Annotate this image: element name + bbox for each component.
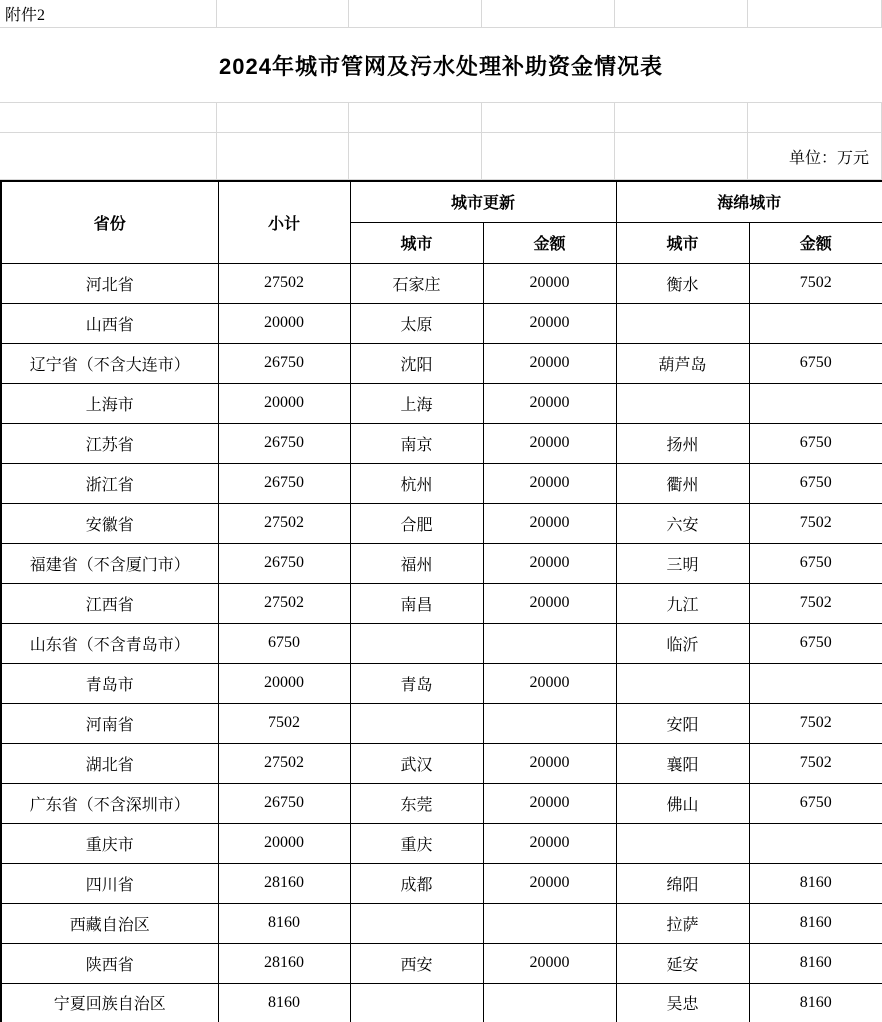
table-row — [1, 703, 882, 743]
cell-sponge-city: 扬州 — [616, 423, 749, 463]
cell-province: 江西省 — [1, 583, 218, 623]
cell-renewal-amount — [483, 983, 616, 1022]
cell-renewal-city: 上海 — [350, 383, 483, 423]
cell-subtotal: 20000 — [218, 383, 350, 423]
cell-sponge-amount: 8160 — [749, 903, 882, 943]
cell-renewal-amount: 20000 — [483, 663, 616, 703]
header-urban-renewal-group: 城市更新 — [350, 181, 616, 222]
table-row — [1, 423, 882, 463]
cell-renewal-amount: 20000 — [483, 863, 616, 903]
cell-renewal-city: 沈阳 — [350, 343, 483, 383]
cell-subtotal: 27502 — [218, 263, 350, 303]
table-row — [1, 943, 882, 983]
cell-renewal-city: 合肥 — [350, 503, 483, 543]
cell-sponge-city: 拉萨 — [616, 903, 749, 943]
cell-sponge-amount: 7502 — [749, 263, 882, 303]
table-row — [1, 743, 882, 783]
cell-renewal-amount: 20000 — [483, 503, 616, 543]
cell-renewal-amount — [483, 623, 616, 663]
table-row — [1, 903, 882, 943]
cell-renewal-amount: 20000 — [483, 343, 616, 383]
cell-sponge-amount: 8160 — [749, 943, 882, 983]
cell-sponge-city — [616, 663, 749, 703]
table-row — [1, 463, 882, 503]
cell-sponge-city: 吴忠 — [616, 983, 749, 1022]
cell-province: 宁夏回族自治区 — [1, 983, 218, 1022]
cell-sponge-city: 延安 — [616, 943, 749, 983]
header-sponge-city: 城市 — [616, 222, 749, 263]
subsidy-table — [0, 180, 882, 1022]
cell-renewal-amount: 20000 — [483, 423, 616, 463]
cell-renewal-city: 南京 — [350, 423, 483, 463]
grid-cell — [217, 0, 349, 27]
cell-province: 上海市 — [1, 383, 218, 423]
cell-subtotal: 26750 — [218, 423, 350, 463]
cell-province: 浙江省 — [1, 463, 218, 503]
cell-sponge-city — [616, 823, 749, 863]
cell-province: 山东省（不含青岛市） — [1, 623, 218, 663]
unit-note: 单位：万元 — [748, 133, 882, 179]
cell-renewal-city: 石家庄 — [350, 263, 483, 303]
table-row — [1, 823, 882, 863]
grid-cell — [615, 0, 748, 27]
grid-cell — [482, 103, 615, 132]
table-row — [1, 503, 882, 543]
table-body — [1, 263, 882, 1022]
cell-province: 辽宁省（不含大连市） — [1, 343, 218, 383]
page-title: 2024年城市管网及污水处理补助资金情况表 — [219, 53, 663, 79]
cell-renewal-amount: 20000 — [483, 383, 616, 423]
cell-sponge-amount: 8160 — [749, 863, 882, 903]
cell-renewal-amount: 20000 — [483, 783, 616, 823]
cell-subtotal: 28160 — [218, 863, 350, 903]
cell-sponge-city: 衢州 — [616, 463, 749, 503]
cell-sponge-amount: 6750 — [749, 343, 882, 383]
cell-renewal-amount: 20000 — [483, 943, 616, 983]
cell-province: 陕西省 — [1, 943, 218, 983]
cell-subtotal: 26750 — [218, 463, 350, 503]
cell-subtotal: 8160 — [218, 903, 350, 943]
cell-province: 山西省 — [1, 303, 218, 343]
cell-subtotal: 27502 — [218, 743, 350, 783]
table-row — [1, 623, 882, 663]
cell-province: 四川省 — [1, 863, 218, 903]
cell-renewal-city — [350, 703, 483, 743]
cell-renewal-city: 太原 — [350, 303, 483, 343]
header-province: 省份 — [1, 181, 218, 263]
cell-renewal-city: 福州 — [350, 543, 483, 583]
table-row — [1, 583, 882, 623]
cell-renewal-amount: 20000 — [483, 303, 616, 343]
cell-province: 西藏自治区 — [1, 903, 218, 943]
cell-renewal-city: 武汉 — [350, 743, 483, 783]
cell-renewal-city: 杭州 — [350, 463, 483, 503]
cell-subtotal: 28160 — [218, 943, 350, 983]
header-sponge-city-group: 海绵城市 — [616, 181, 882, 222]
cell-sponge-amount: 7502 — [749, 703, 882, 743]
cell-sponge-amount — [749, 663, 882, 703]
grid-cell — [615, 133, 748, 179]
cell-sponge-city: 三明 — [616, 543, 749, 583]
cell-renewal-city: 成都 — [350, 863, 483, 903]
header-subtotal: 小计 — [218, 181, 350, 263]
cell-sponge-city: 葫芦岛 — [616, 343, 749, 383]
cell-renewal-amount: 20000 — [483, 263, 616, 303]
cell-renewal-amount: 20000 — [483, 743, 616, 783]
cell-subtotal: 6750 — [218, 623, 350, 663]
grid-cell — [349, 103, 482, 132]
cell-renewal-amount — [483, 903, 616, 943]
cell-sponge-city: 安阳 — [616, 703, 749, 743]
cell-renewal-city — [350, 623, 483, 663]
grid-cell — [482, 0, 615, 27]
cell-sponge-amount: 6750 — [749, 423, 882, 463]
cell-sponge-city: 佛山 — [616, 783, 749, 823]
grid-cell — [349, 133, 482, 179]
table-row — [1, 863, 882, 903]
cell-subtotal: 20000 — [218, 823, 350, 863]
cell-subtotal: 26750 — [218, 543, 350, 583]
cell-subtotal: 7502 — [218, 703, 350, 743]
cell-sponge-city: 衡水 — [616, 263, 749, 303]
header-renewal-amount: 金额 — [483, 222, 616, 263]
cell-sponge-amount: 6750 — [749, 623, 882, 663]
spacer-row — [0, 103, 882, 133]
grid-cell — [0, 133, 217, 179]
grid-cell — [748, 103, 882, 132]
cell-province: 福建省（不含厦门市） — [1, 543, 218, 583]
cell-renewal-amount: 20000 — [483, 583, 616, 623]
cell-sponge-city: 襄阳 — [616, 743, 749, 783]
cell-sponge-city: 临沂 — [616, 623, 749, 663]
cell-subtotal: 8160 — [218, 983, 350, 1022]
cell-subtotal: 20000 — [218, 663, 350, 703]
cell-renewal-city: 重庆 — [350, 823, 483, 863]
cell-province: 青岛市 — [1, 663, 218, 703]
cell-province: 江苏省 — [1, 423, 218, 463]
cell-province: 广东省（不含深圳市） — [1, 783, 218, 823]
cell-subtotal: 27502 — [218, 503, 350, 543]
cell-sponge-city — [616, 303, 749, 343]
table-row — [1, 303, 882, 343]
cell-sponge-city: 六安 — [616, 503, 749, 543]
header-sponge-amount: 金额 — [749, 222, 882, 263]
table-row — [1, 263, 882, 303]
cell-sponge-amount: 7502 — [749, 503, 882, 543]
cell-sponge-city: 九江 — [616, 583, 749, 623]
cell-subtotal: 26750 — [218, 343, 350, 383]
table-header — [1, 181, 882, 263]
cell-sponge-amount: 8160 — [749, 983, 882, 1022]
cell-sponge-amount — [749, 383, 882, 423]
grid-cell — [217, 103, 349, 132]
cell-province: 河南省 — [1, 703, 218, 743]
grid-cell — [217, 133, 349, 179]
grid-cell — [482, 133, 615, 179]
table-row — [1, 383, 882, 423]
header-row-groups — [1, 181, 882, 222]
cell-renewal-amount — [483, 703, 616, 743]
cell-sponge-amount: 7502 — [749, 743, 882, 783]
cell-renewal-amount: 20000 — [483, 823, 616, 863]
table-row — [1, 983, 882, 1022]
cell-renewal-city: 西安 — [350, 943, 483, 983]
cell-renewal-city — [350, 903, 483, 943]
cell-renewal-city — [350, 983, 483, 1022]
grid-cell — [0, 103, 217, 132]
cell-sponge-amount — [749, 303, 882, 343]
cell-renewal-city: 南昌 — [350, 583, 483, 623]
unit-row — [0, 133, 882, 180]
cell-province: 重庆市 — [1, 823, 218, 863]
cell-subtotal: 27502 — [218, 583, 350, 623]
cell-sponge-amount — [749, 823, 882, 863]
table-row — [1, 543, 882, 583]
cell-sponge-amount: 6750 — [749, 463, 882, 503]
cell-sponge-city: 绵阳 — [616, 863, 749, 903]
attachment-row — [0, 0, 882, 28]
cell-renewal-amount: 20000 — [483, 543, 616, 583]
cell-sponge-amount: 7502 — [749, 583, 882, 623]
grid-cell — [615, 103, 748, 132]
attachment-label: 附件2 — [0, 0, 217, 27]
cell-sponge-city — [616, 383, 749, 423]
cell-sponge-amount: 6750 — [749, 543, 882, 583]
cell-subtotal: 20000 — [218, 303, 350, 343]
header-renewal-city: 城市 — [350, 222, 483, 263]
cell-subtotal: 26750 — [218, 783, 350, 823]
cell-renewal-city: 青岛 — [350, 663, 483, 703]
table-row — [1, 663, 882, 703]
grid-cell — [349, 0, 482, 27]
grid-cell — [748, 0, 882, 27]
cell-renewal-city: 东莞 — [350, 783, 483, 823]
cell-province: 河北省 — [1, 263, 218, 303]
table-row — [1, 783, 882, 823]
title-row — [0, 28, 882, 103]
cell-sponge-amount: 6750 — [749, 783, 882, 823]
table-row — [1, 343, 882, 383]
cell-renewal-amount: 20000 — [483, 463, 616, 503]
cell-province: 安徽省 — [1, 503, 218, 543]
cell-province: 湖北省 — [1, 743, 218, 783]
